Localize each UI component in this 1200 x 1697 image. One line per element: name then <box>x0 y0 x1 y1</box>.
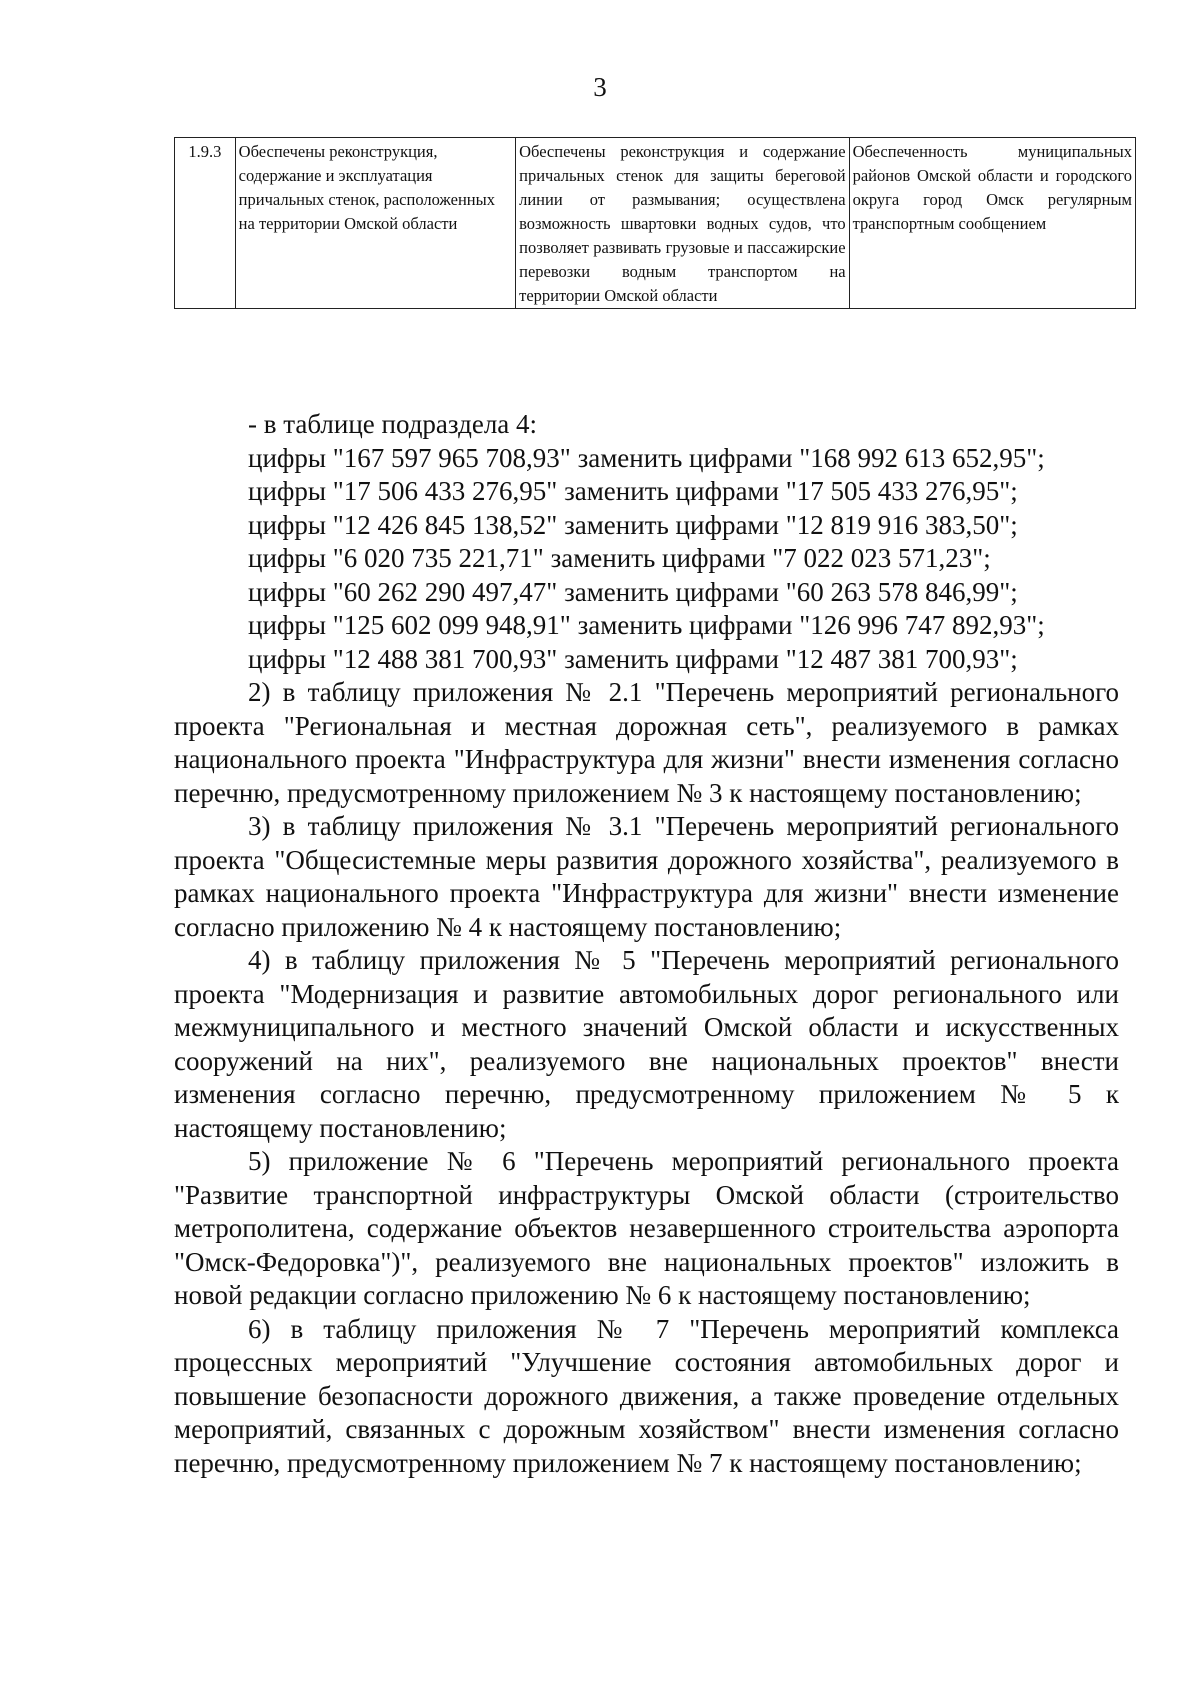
measures-table <box>174 137 1136 309</box>
replacement-line: цифры "167 597 965 708,93" заменить цифрами "168 992 613 652,95"; <box>248 442 1045 473</box>
replacement-line: цифры "60 262 290 497,47" заменить цифрами "60 263 578 846,99"; <box>248 576 1018 607</box>
measure-result-cell: Обеспечены реконструкция и содержание причальных стенок для защиты береговой линии от размывания; осуществлена возможность швартовки водных судов, что позволяет развивать грузовые и пассажирские перевозки водным транспортом на территории Омской области <box>516 138 849 309</box>
page-number: 3 <box>593 72 607 102</box>
subsection-intro: - в таблице подраздела 4: <box>248 409 538 439</box>
amendment-paragraph-3: 3) в таблицу приложения № 3.1 "Перечень мероприятий регионального проекта "Общесистемные меры развития дорожного хозяйства", реализуемого в рамках национального проекта "Инфраструктура для жизни" внести изменение согласно приложению № 4 к настоящему постановлению; <box>174 811 1119 942</box>
measure-name-cell: Обеспечены реконструкция, содержание и эксплуатация причальных стенок, расположенных на территории Омской области <box>235 138 515 309</box>
replacement-line: цифры "12 426 845 138,52" заменить цифрами "12 819 916 383,50"; <box>248 509 1018 540</box>
measure-effect-cell: Обеспеченность муниципальных районов Омской области и городского округа город Омск регулярным транспортным сообщением <box>849 138 1135 309</box>
table-row <box>175 138 1136 309</box>
document-body <box>174 408 1119 1480</box>
amendment-paragraph-5: 5) приложение № 6 "Перечень мероприятий регионального проекта "Развитие транспортной инфраструктуры Омской области (строительство метрополитена, содержание объектов незавершенного строительства аэропорта "Омск-Федоровка")", реализуемого вне национальных проектов" изложить в новой редакции согласно приложению № 6 к настоящему постановлению; <box>174 1146 1119 1310</box>
replacement-line: цифры "12 488 381 700,93" заменить цифрами "12 487 381 700,93"; <box>248 643 1018 674</box>
replacement-line: цифры "125 602 099 948,91" заменить цифрами "126 996 747 892,93"; <box>248 610 1045 640</box>
replacement-line: цифры "6 020 735 221,71" заменить цифрами "7 022 023 571,23"; <box>248 543 991 573</box>
row-number-cell: 1.9.3 <box>175 138 236 309</box>
amendment-paragraph-2: 2) в таблицу приложения № 2.1 "Перечень мероприятий регионального проекта "Региональная и местная дорожная сеть", реализуемого в рамках национального проекта "Инфраструктура для жизни" внести изменения согласно перечню, предусмотренному приложением № 3 к настоящему постановлению; <box>174 677 1119 808</box>
amendment-paragraph-6: 6) в таблицу приложения № 7 "Перечень мероприятий комплекса процессных мероприятий "Улучшение состояния автомобильных дорог и повышение безопасности дорожного движения, а также проведение отдельных мероприятий, связанных с дорожным хозяйством" внести изменения согласно перечню, предусмотренному приложением № 7 к настоящему постановлению; <box>174 1313 1119 1478</box>
replacement-line: цифры "17 506 433 276,95" заменить цифрами "17 505 433 276,95"; <box>248 476 1018 506</box>
amendment-paragraph-4: 4) в таблицу приложения № 5 "Перечень мероприятий регионального проекта "Модернизация и развитие автомобильных дорог регионального или межмуниципального и местного значений Омской области и искусственных сооружений на них", реализуемого вне национальных проектов" внести изменения согласно перечню, предусмотренному приложением № 5 к настоящему постановлению; <box>174 945 1119 1143</box>
